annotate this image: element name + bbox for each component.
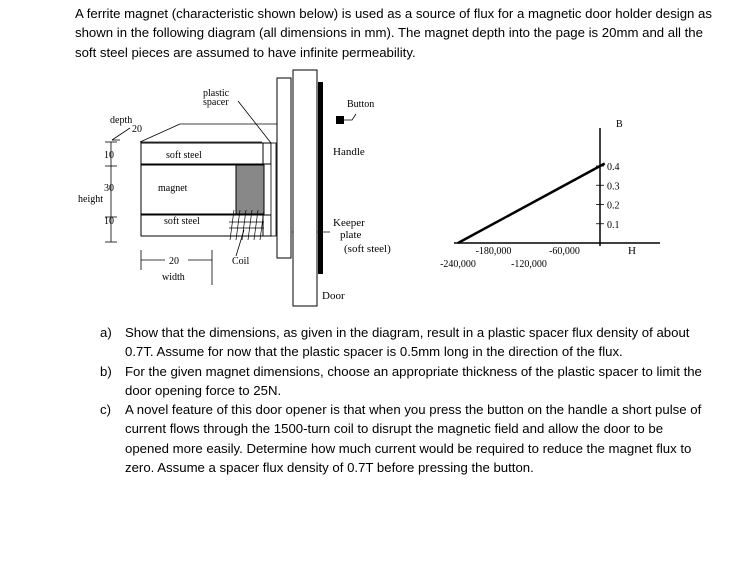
question-label: a) bbox=[100, 325, 112, 340]
coil-label: Coil bbox=[232, 256, 250, 267]
plastic-spacer-label-1: plastic bbox=[203, 88, 230, 99]
spacer-leader-line bbox=[238, 101, 271, 143]
plastic-spacer bbox=[271, 143, 276, 236]
dim-30: 30 bbox=[104, 183, 114, 194]
bh-chart bbox=[440, 119, 660, 270]
depth-value: 20 bbox=[132, 124, 142, 135]
top-soft-steel bbox=[141, 143, 263, 164]
width-label: width bbox=[162, 272, 185, 283]
h-axis-tick-label: -240,000 bbox=[440, 259, 476, 270]
question-list bbox=[100, 323, 710, 477]
keeper-plate bbox=[277, 78, 291, 258]
button-spring bbox=[344, 114, 356, 120]
question-label: b) bbox=[100, 363, 112, 379]
button-body[interactable] bbox=[336, 116, 344, 124]
dim-10-bottom: 10 bbox=[104, 216, 114, 227]
magnet-side bbox=[236, 165, 264, 214]
h-axis-label: H bbox=[628, 245, 636, 257]
keeper-label-1: Keeper bbox=[333, 217, 365, 229]
b-axis-tick-label: 0.2 bbox=[607, 200, 620, 212]
intro-text: A ferrite magnet (characteristic shown below) is used as a source of flux for a magnetic door holder design as shown in the following diagram (all dimensions in mm). The magnet depth into the page is 20mm and all the soft steel pieces are assumed to have infinite permeability. bbox=[75, 6, 712, 60]
keeper-label-3: (soft steel) bbox=[344, 243, 391, 255]
question-text: For the given magnet dimensions, choose an appropriate thickness of the plastic spacer to limit the door opening force to 25N. bbox=[125, 363, 702, 398]
b-axis-tick-label: 0.1 bbox=[607, 219, 620, 231]
magnet-block bbox=[141, 165, 236, 214]
h-axis-tick-label: -60,000 bbox=[549, 246, 580, 257]
question-text: A novel feature of this door opener is that when you press the button on the handle a short pulse of current flows through the 1500-turn coil to disrupt the magnetic field and allow the door to be opened more easily. Determine how much current would be required to reduce the magnet flux to zero. Assume a spacer flux density of 0.7T before pressing the button. bbox=[125, 402, 702, 476]
depth-dimension-line bbox=[112, 128, 130, 140]
question-b bbox=[100, 362, 710, 401]
button-label: Button bbox=[347, 99, 375, 110]
bottom-steel-label: soft steel bbox=[164, 216, 200, 227]
magnet-label: magnet bbox=[158, 183, 188, 194]
bottom-steel-face bbox=[263, 215, 271, 236]
keeper-label-2: plate bbox=[340, 229, 362, 241]
handle-label: Handle bbox=[333, 146, 365, 158]
door-panel bbox=[293, 70, 317, 306]
width-value: 20 bbox=[169, 256, 179, 267]
b-axis-label: B bbox=[616, 119, 623, 130]
b-axis-tick-label: 0.4 bbox=[607, 162, 620, 173]
h-axis-ticks bbox=[440, 246, 580, 270]
question-text: Show that the dimensions, as given in the diagram, result in a plastic spacer flux density of about 0.7T. Assume for now that the plastic spacer is 0.5mm long in the direction of the flux. bbox=[125, 325, 690, 360]
dim-10-top: 10 bbox=[104, 150, 114, 161]
height-label: height bbox=[78, 194, 103, 205]
plastic-spacer-label-2: spacer bbox=[203, 97, 229, 108]
top-steel-label: soft steel bbox=[166, 150, 202, 161]
door-label: Door bbox=[322, 290, 345, 302]
question-c bbox=[100, 400, 710, 477]
perspective-line bbox=[140, 124, 180, 142]
bh-demagnetization-curve bbox=[458, 163, 605, 243]
depth-label: depth bbox=[110, 115, 133, 126]
top-steel-face bbox=[263, 143, 271, 164]
question-a bbox=[100, 323, 710, 362]
b-axis-tick-label: 0.3 bbox=[607, 181, 620, 193]
question-label: c) bbox=[100, 402, 111, 418]
magnetic-circuit-diagram bbox=[78, 70, 391, 306]
h-axis-tick-label: -180,000 bbox=[475, 246, 512, 257]
handle-bar bbox=[318, 82, 323, 274]
h-axis-tick-label: -120,000 bbox=[511, 259, 547, 270]
